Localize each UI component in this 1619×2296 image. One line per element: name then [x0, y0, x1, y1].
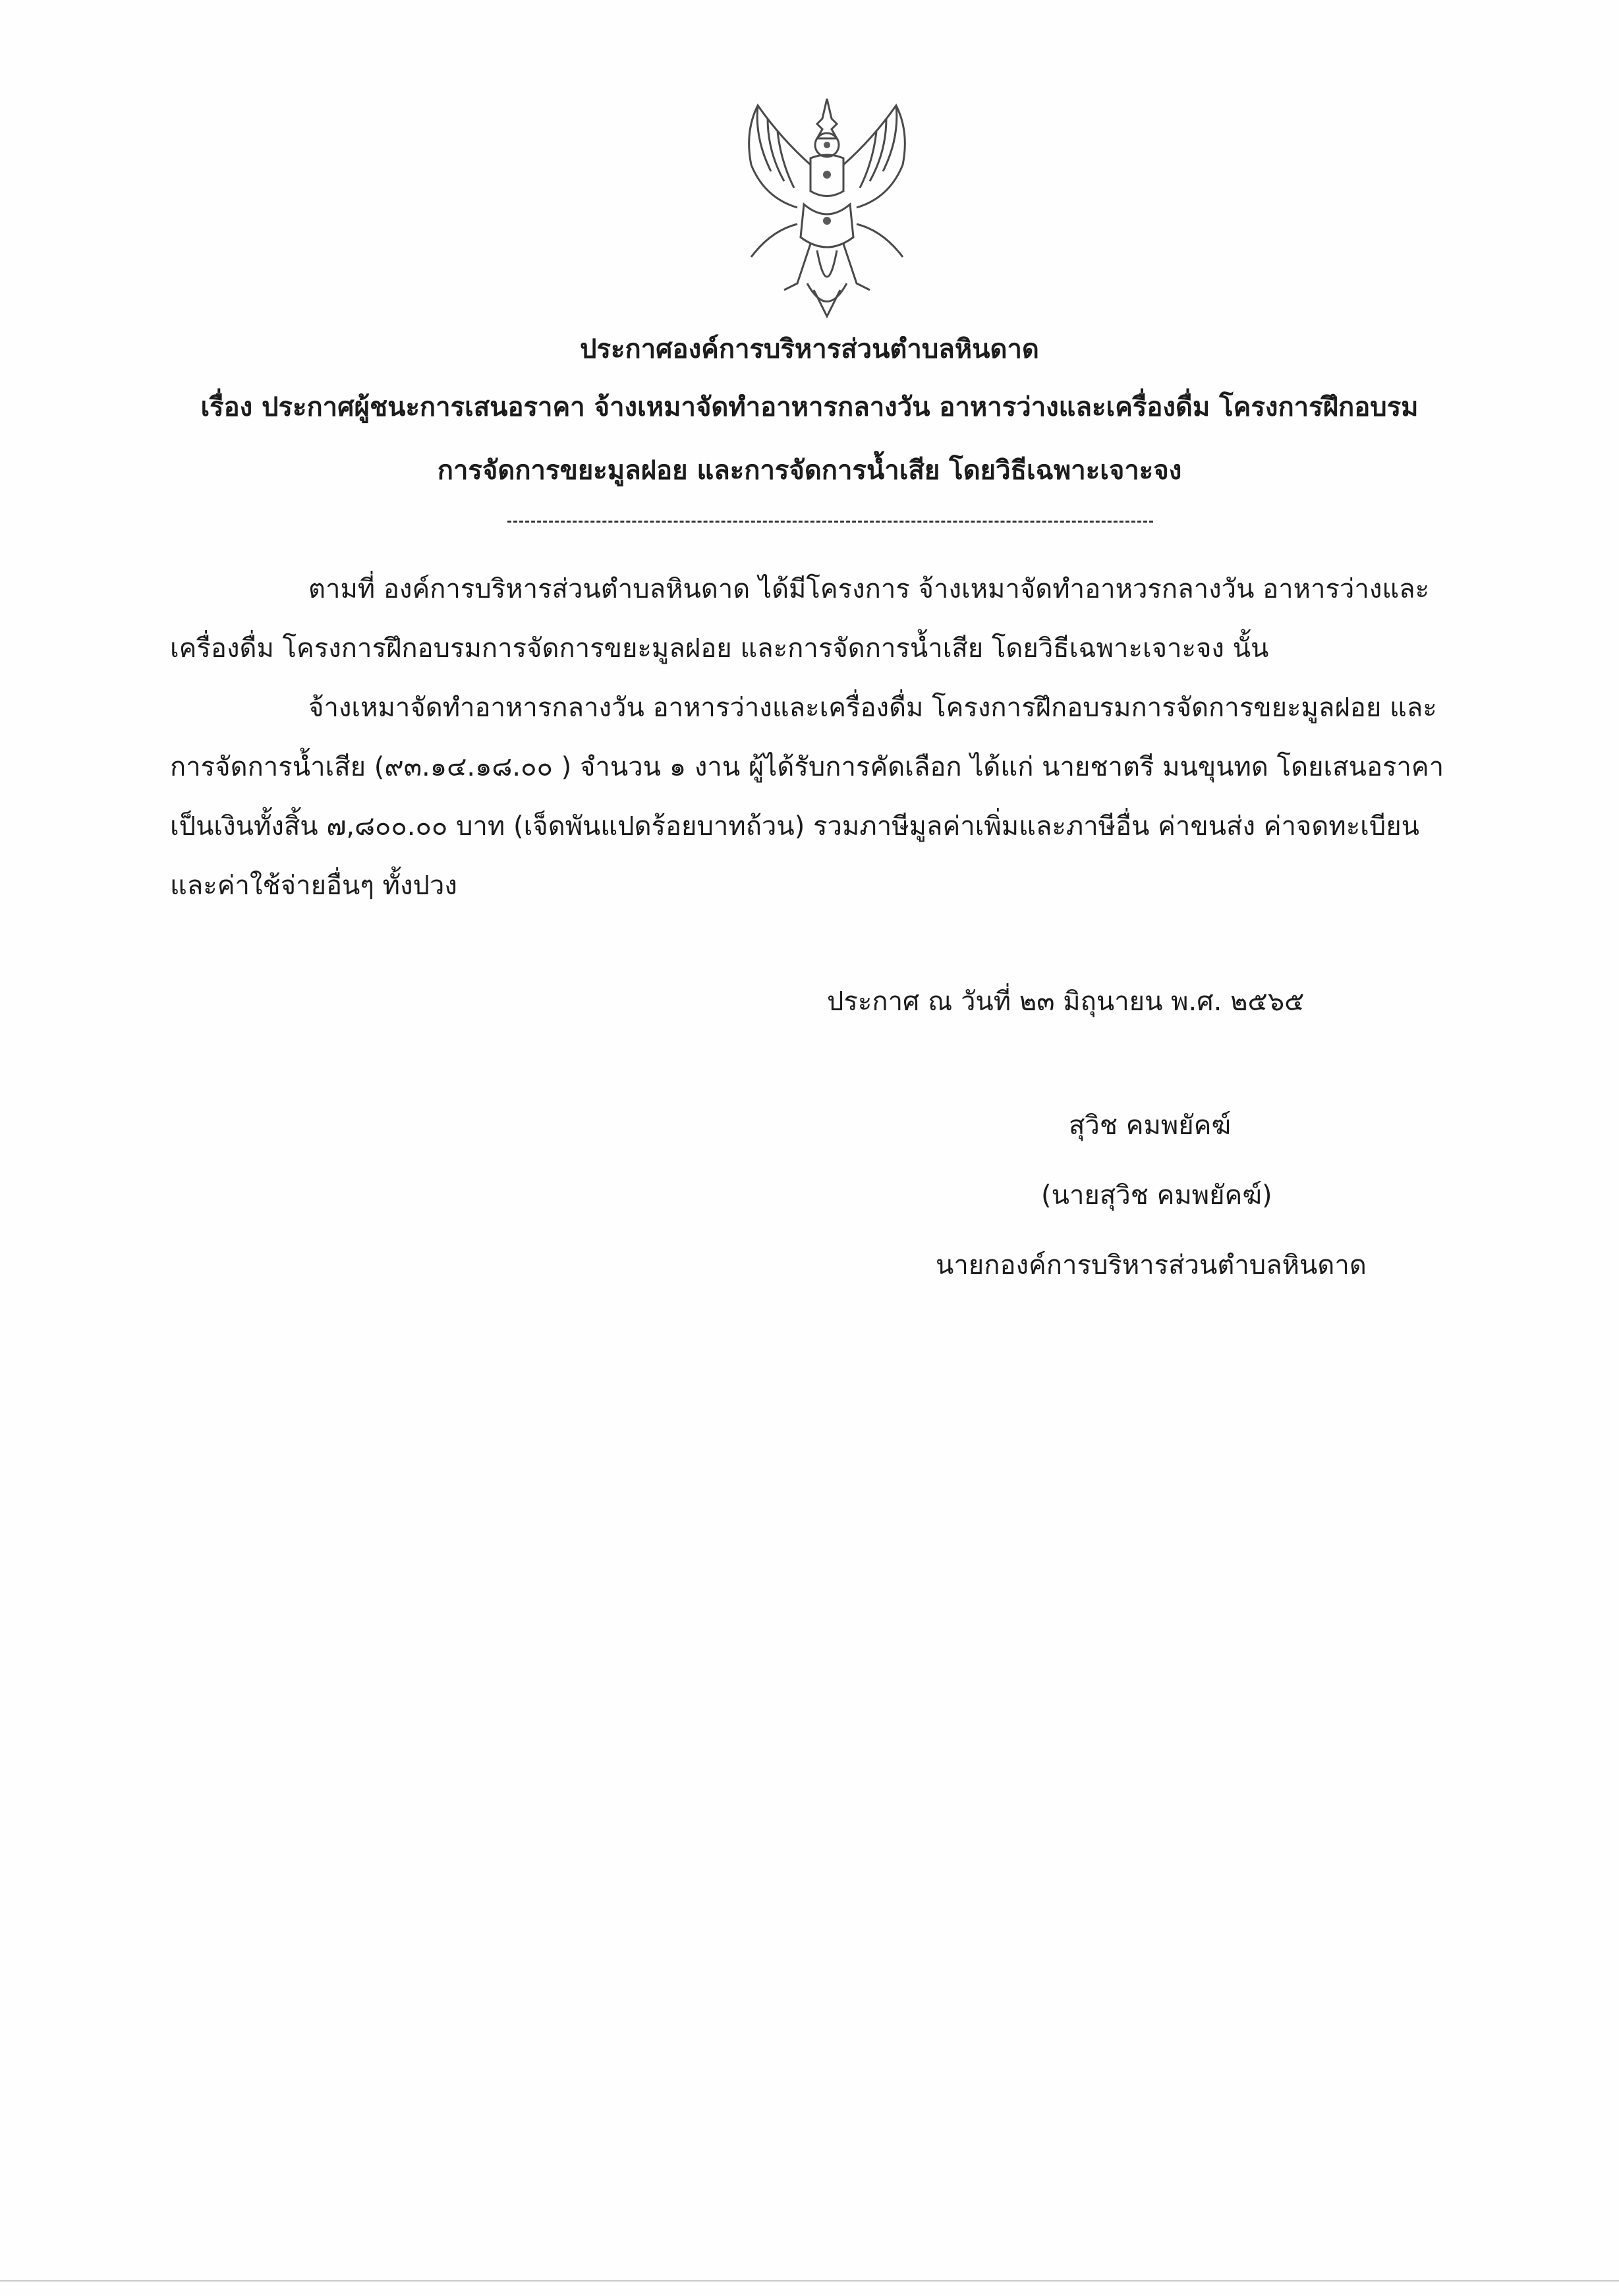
announcement-date: ประกาศ ณ วันที่ ๒๓ มิถุนายน พ.ศ. ๒๕๖๕	[827, 987, 1305, 1017]
subject-line-1: เรื่อง ประกาศผู้ชนะการเสนอราคา จ้างเหมาจัดทำอาหารกลางวัน อาหารว่างและเครื่องดื่ม โครงการฝึกอบรม	[200, 392, 1419, 422]
paragraph2-line1: จ้างเหมาจัดทำอาหารกลางวัน อาหารว่างและเครื่องดื่ม โครงการฝึกอบรมการจัดการขยะมูลฝอย และ	[308, 693, 1437, 723]
subject-line-2: การจัดการขยะมูลฝอย และการจัดการน้ำเสีย โดยวิธีเฉพาะเจาะจง	[437, 455, 1182, 486]
paragraph1-line2: เครื่องดื่ม โครงการฝึกอบรมการจัดการขยะมูลฝอย และการจัดการน้ำเสีย โดยวิธีเฉพาะเจาะจง นั้น	[170, 633, 1269, 664]
paragraph2-line3: เป็นเงินทั้งสิ้น ๗,๘๐๐.๐๐ บาท (เจ็ดพันแปดร้อยบาทถ้วน) รวมภาษีมูลค่าเพิ่มและภาษีอื่น ค่าขนส่ง ค่าจดทะเบียน	[170, 811, 1420, 842]
signature-printed-name: (นายสุวิช คมพยัคฆ์)	[1041, 1180, 1272, 1211]
page-edge-line	[0, 2280, 1619, 2282]
paragraph2-line4: และค่าใช้จ่ายอื่นๆ ทั้งปวง	[170, 871, 457, 901]
paragraph2-line2: การจัดการน้ำเสีย (๙๓.๑๔.๑๘.๐๐ ) จำนวน ๑ งาน ผู้ได้รับการคัดเลือก ได้แก่ นายชาตรี มนขุนทด โดยเสนอราคา	[170, 752, 1444, 782]
signature-position: นายกองค์การบริหารส่วนตำบลหินดาด	[936, 1250, 1367, 1280]
organization-title: ประกาศองค์การบริหารส่วนตำบลหินดาด	[580, 334, 1039, 364]
garuda-emblem-icon	[718, 92, 936, 323]
divider	[507, 521, 1153, 523]
signature-name: สุวิช คมพยัคฆ์	[1069, 1110, 1232, 1141]
paragraph1-line1: ตามที่ องค์การบริหารส่วนตำบลหินดาด ได้มีโครงการ จ้างเหมาจัดทำอาหวรกลางวัน อาหารว่างและ	[308, 574, 1430, 604]
